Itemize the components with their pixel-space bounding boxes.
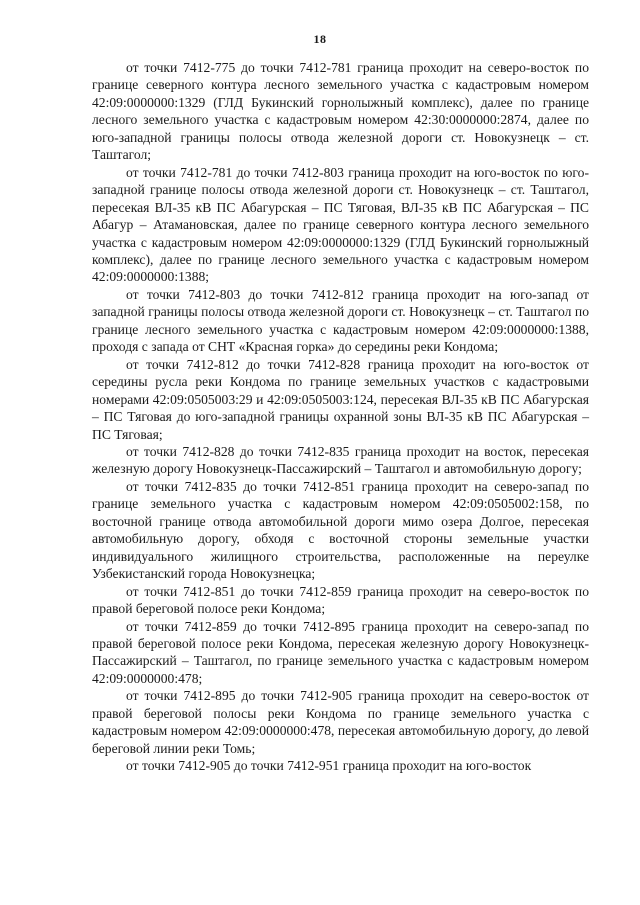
boundary-paragraph: от точки 7412-781 до точки 7412-803 граница проходит на юго-восток по юго-западной границе полосы отвода железной дороги ст. Новокузнецк – ст. Таштагол, пересекая ВЛ-35 кВ ПС Абагурская – ПС Тяговая, ВЛ-35 кВ ПС Абагурская – ПС Абагур – Атамановская, далее по границе северного контура лесного земельного участка с кадастровым номером 42:09:0000000:1329 (ГЛД Букинский горнолыжный комплекс), далее по границе лесного земельного участка с кадастровым номером 42:09:0000000:1388; <box>92 164 589 285</box>
boundary-paragraph: от точки 7412-828 до точки 7412-835 граница проходит на восток, пересекая железную дорогу Новокузнецк-Пассажирский – Таштагол и автомобильную дорогу; <box>92 443 589 477</box>
document-body <box>92 59 589 775</box>
boundary-paragraph: от точки 7412-905 до точки 7412-951 граница проходит на юго-восток <box>126 758 532 774</box>
boundary-paragraph: от точки 7412-775 до точки 7412-781 граница проходит на северо-восток по границе северного контура лесного земельного участка с кадастровым номером 42:09:0000000:1329 (ГЛД Букинский горнолыжный комплекс), далее по границе лесного земельного участка с кадастровым номером 42:30:0000000:2874, далее по юго-западной границы полосы отвода железной дороги ст. Новокузнецк – ст. Таштагол; <box>92 60 589 163</box>
boundary-paragraph: от точки 7412-812 до точки 7412-828 граница проходит на юго-восток от середины русла реки Кондома по границе земельных участков с кадастровыми номерами 42:09:0505003:29 и 42:09:0505003:124, пересекая ВЛ-35 кВ ПС Абагурская – ПС Тяговая до юго-западной границы охранной зоны ВЛ-35 кВ ПС Абагурская – ПС Тяговая; <box>92 356 589 442</box>
boundary-paragraph: от точки 7412-895 до точки 7412-905 граница проходит на северо-восток от правой береговой полосы реки Кондома по границе земельного участка с кадастровым номером 42:09:0000000:478, пересекая автомобильную дорогу, до левой береговой линии реки Томь; <box>92 688 589 756</box>
page-number: 18 <box>313 32 327 46</box>
boundary-paragraph: от точки 7412-851 до точки 7412-859 граница проходит на северо-восток по правой береговой полосе реки Кондома; <box>92 583 589 617</box>
boundary-paragraph: от точки 7412-835 до точки 7412-851 граница проходит на северо-запад по границе земельного участка с кадастровым номером 42:09:0505002:158, по восточной границе отвода автомобильной дороги мимо озера Долгое, пересекая автомобильную дорогу, обходя с восточной стороны земельные участки индивидуального жилищного строительства, расположенные на переулке Узбекистанский города Новокузнецка; <box>92 478 589 582</box>
boundary-paragraph: от точки 7412-803 до точки 7412-812 граница проходит на юго-запад от западной границы полосы отвода железной дороги ст. Новокузнецк – ст. Таштагол по границе лесного земельного участка с кадастровым номером 42:09:0000000:1388, проходя с запада от СНТ «Красная горка» до середины реки Кондома; <box>92 286 589 355</box>
boundary-paragraph: от точки 7412-859 до точки 7412-895 граница проходит на северо-запад по правой береговой полосе реки Кондома, пересекая железную дорогу Новокузнецк-Пассажирский – Таштагол, по границе земельного участка с кадастровым номером 42:09:0000000:478; <box>92 618 589 686</box>
